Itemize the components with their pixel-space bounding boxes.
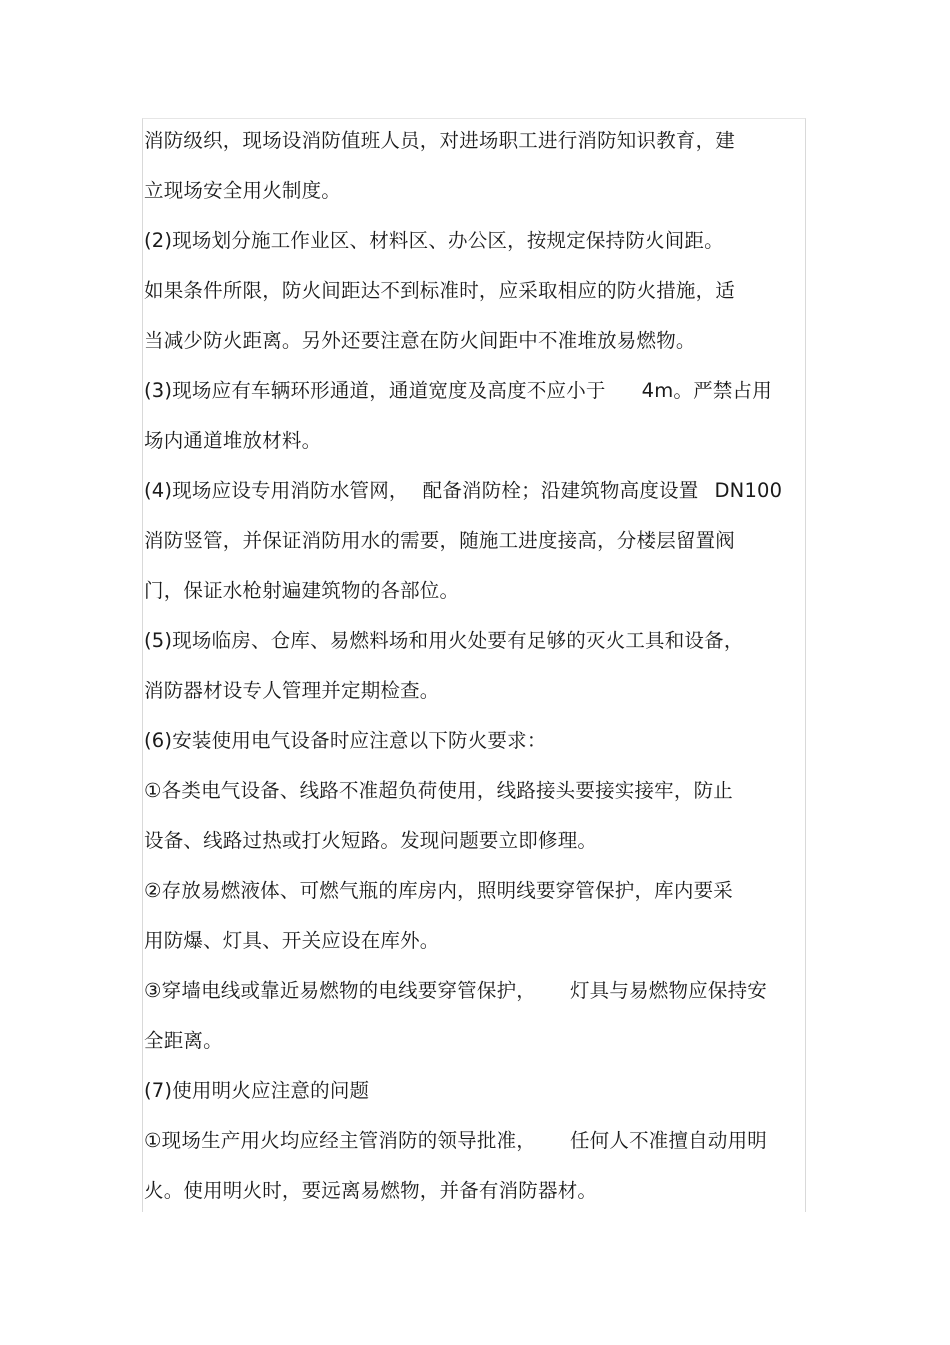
text-line [144,378,772,404]
text-span: 火。使用明火时，要远离易燃物，并备有消防器材。 [144,1179,598,1202]
text-line [144,1028,223,1054]
text-line [144,128,735,154]
text-line [144,578,459,604]
text-line [144,878,733,904]
text-span: 4m。严禁占用 [641,379,772,402]
text-span: (6)安装使用电气设备时应注意以下防火要求： [144,729,547,752]
text-line [144,1078,369,1104]
text-line [144,778,733,804]
text-line [144,178,341,204]
text-line [144,628,744,654]
text-span: 任何人不准擅自动用明 [569,1129,767,1152]
text-line [144,1128,767,1154]
text-line [144,678,440,704]
text-span: ①现场生产用火均应经主管消防的领导批准， [144,1129,536,1152]
text-span: (5)现场临房、仓库、易燃料场和用火处要有足够的灭火工具和设备， [144,629,744,652]
text-span: 场内通道堆放材料。 [144,429,322,452]
text-line [144,478,782,504]
text-span: ①各类电气设备、线路不准超负荷使用，线路接头要接实接牢，防止 [144,779,733,802]
text-line [144,278,735,304]
text-span: (4)现场应设专用消防水管网， [144,479,409,502]
text-span: 消防器材设专人管理并定期检查。 [144,679,440,702]
text-line [144,428,321,454]
text-span: (2)现场划分施工作业区、材料区、办公区，按规定保持防火间距。 [144,229,724,252]
text-span: (7)使用明火应注意的问题 [144,1079,370,1102]
text-span: 消防级织，现场设消防值班人员，对进场职工进行消防知识教育，建 [144,129,736,152]
text-span: 设备、线路过热或打火短路。发现问题要立即修理。 [144,829,598,852]
text-line [144,978,767,1004]
text-span: 用防爆、灯具、开关应设在库外。 [144,929,440,952]
text-line [144,828,597,854]
text-span: 如果条件所限，防火间距达不到标准时，应采取相应的防火措施，适 [144,279,736,302]
text-span: 立现场安全用火制度。 [144,179,342,202]
text-span: DN100 [714,479,783,502]
text-span: 配备消防栓；沿建筑物高度设置 [422,479,699,502]
text-span: ②存放易燃液体、可燃气瓶的库房内，照明线要穿管保护，库内要采 [144,879,733,902]
text-span: 灯具与易燃物应保持安 [569,979,767,1002]
text-span: 消防竖管，并保证消防用水的需要，随施工进度接高，分楼层留置阀 [144,529,736,552]
text-line [144,328,696,354]
text-span: (3)现场应有车辆环形通道，通道宽度及高度不应小于 [144,379,606,402]
text-line [144,228,724,254]
text-span: 当减少防火距离。另外还要注意在防火间距中不准堆放易燃物。 [144,329,696,352]
text-line [144,928,440,954]
text-span: ③穿墙电线或靠近易燃物的电线要穿管保护， [144,979,536,1002]
text-line [144,1178,597,1204]
text-span: 全距离。 [144,1029,223,1052]
text-line [144,728,547,754]
text-line [144,528,735,554]
text-span: 门，保证水枪射遍建筑物的各部位。 [144,579,460,602]
